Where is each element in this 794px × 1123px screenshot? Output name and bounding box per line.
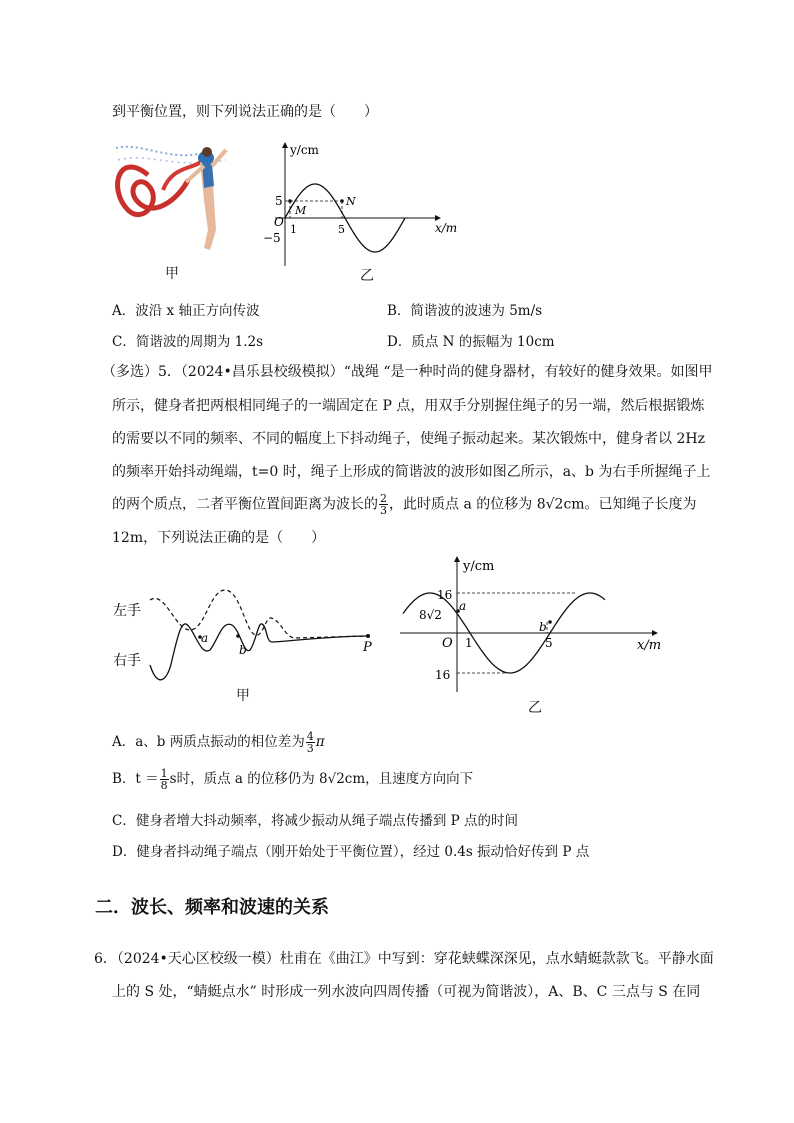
q5-line-4: 的频率开始抖动绳端，t=0 时，绳子上形成的简谐波的波形如图乙所示，a、b 为右手所握绳子上 [112, 464, 711, 480]
q5-tick-16-top: 16 [437, 588, 453, 602]
q5-option-b-root: √2 [327, 771, 345, 787]
q5-option-a [112, 730, 325, 754]
q5-wave-graph [395, 552, 675, 697]
q5-option-d: D．健身者抖动绳子端点（刚开始处于平衡位置），经过 0.4s 振动恰好传到 P 点 [112, 844, 590, 860]
q4-point-M: M [295, 204, 307, 217]
q4-origin: O [274, 215, 284, 229]
q4-fig-yi-caption: 乙 [360, 268, 374, 284]
q5-fig-jia-caption: 甲 [236, 688, 250, 704]
frac-den: 8 [160, 779, 168, 792]
q5-option-b-text-c: cm，且速度方向向下 [344, 771, 474, 787]
q5-battle-rope-figure [110, 580, 380, 695]
frac-num: 1 [160, 767, 168, 780]
q6-line-2: 上的 S 处，“蜻蜓点水” 时形成一列水波向四周传播（可视为简谐波），A、B、C 三点与 S 在同 [112, 984, 701, 1000]
q5-tick-x-1: 1 [465, 636, 473, 650]
q5-yi-point-b: b [539, 620, 547, 634]
q5-jia-point-a: a [201, 631, 209, 645]
gymnast-photo [108, 130, 233, 260]
q4-fig-jia-caption: 甲 [165, 266, 179, 282]
q5-fig-yi-caption: 乙 [528, 700, 542, 716]
q5-option-b-text-b: s时，质点 a 的位移仍为 8 [169, 771, 328, 787]
q5-option-b [112, 767, 473, 791]
q5-line-5-text-c: cm。已知绳子长度为 [563, 496, 697, 513]
q4-y-axis-label: y/cm [290, 143, 319, 157]
q5-fraction-four-thirds [306, 731, 315, 754]
frac-den: 3 [306, 742, 314, 755]
q4-option-a: A．波沿 x 轴正方向传波 [112, 303, 260, 319]
frac-num: 4 [306, 730, 314, 743]
q5-line-5 [112, 493, 697, 516]
q5-tick-8root2: 8√2 [419, 608, 442, 622]
q5-line-1: （多选）5．（2024•昌乐县校级模拟）“战绳 “是一种时尚的健身器材，有较好的健身效果。如图甲 [102, 364, 713, 380]
q4-x-axis-label: x/m [435, 221, 458, 235]
q5-fraction-one-eighth [160, 768, 169, 791]
q5-option-c: C．健身者增大抖动频率，将减少振动从绳子端点传播到 P 点的时间 [112, 813, 518, 829]
q5-option-a-text: A．a、b 两质点振动的相位差为 [112, 734, 305, 750]
q5-yi-point-a: a [459, 599, 467, 613]
q5-jia-point-P: P [363, 640, 372, 655]
q4-tick-x-1: 1 [290, 223, 297, 236]
q5-line-6: 12m，下列说法正确的是（ ） [112, 530, 326, 546]
q5-left-hand-label: 左手 [113, 603, 141, 619]
section-heading: 二．波长、频率和波速的关系 [95, 897, 329, 918]
q5-x-axis-label: x/m [637, 638, 662, 653]
q4-point-N: N [346, 195, 356, 208]
q5-line-2: 所示，健身者把两根相同绳子的一端固定在 P 点，用双手分别握住绳子的另一端，然后根据锻炼 [112, 398, 705, 414]
q5-tick-16-bottom: 16 [435, 668, 451, 682]
q5-fraction-two-thirds [379, 493, 388, 516]
q5-option-a-pi: π [315, 734, 325, 750]
q4-option-b: B．简谐波的波速为 5m/s [387, 303, 543, 319]
q5-origin: O [442, 636, 453, 651]
q4-wave-graph [255, 138, 470, 273]
q5-line-5-root: √2 [545, 496, 564, 513]
q5-jia-point-b: b [239, 643, 247, 657]
q5-line-5-text-a: 的两个质点，二者平衡位置间距离为波长的 [112, 496, 378, 513]
q5-tick-x-5: 5 [545, 636, 553, 650]
q4-tick-y-neg: −5 [263, 231, 281, 245]
q4-stem-tail: 到平衡位置，则下列说法正确的是（ ） [112, 104, 378, 120]
frac-num: 2 [380, 492, 387, 505]
q5-y-axis-label: y/cm [463, 559, 495, 574]
q4-option-c: C．简谐波的周期为 1.2s [112, 334, 264, 350]
q4-tick-y-pos: 5 [275, 194, 283, 208]
q4-tick-x-5: 5 [338, 223, 345, 236]
q6-line-1: 6．（2024•天心区校级一模）杜甫在《曲江》中写到：穿花蛱蝶深深见，点水蜻蜓款款飞。平静水面 [94, 951, 714, 967]
frac-den: 3 [380, 504, 387, 517]
q5-line-3: 的需要以不同的频率、不同的幅度上下抖动绳子，使绳子振动起来。某次锻炼中，健身者以 2Hz [112, 431, 705, 447]
q4-option-d: D．质点 N 的振幅为 10cm [387, 334, 555, 350]
q5-line-5-text-b: ，此时质点 a 的位移为 8 [389, 496, 546, 513]
q5-right-hand-label: 右手 [113, 653, 141, 669]
q5-option-b-text-a: B．t ＝ [112, 771, 159, 787]
